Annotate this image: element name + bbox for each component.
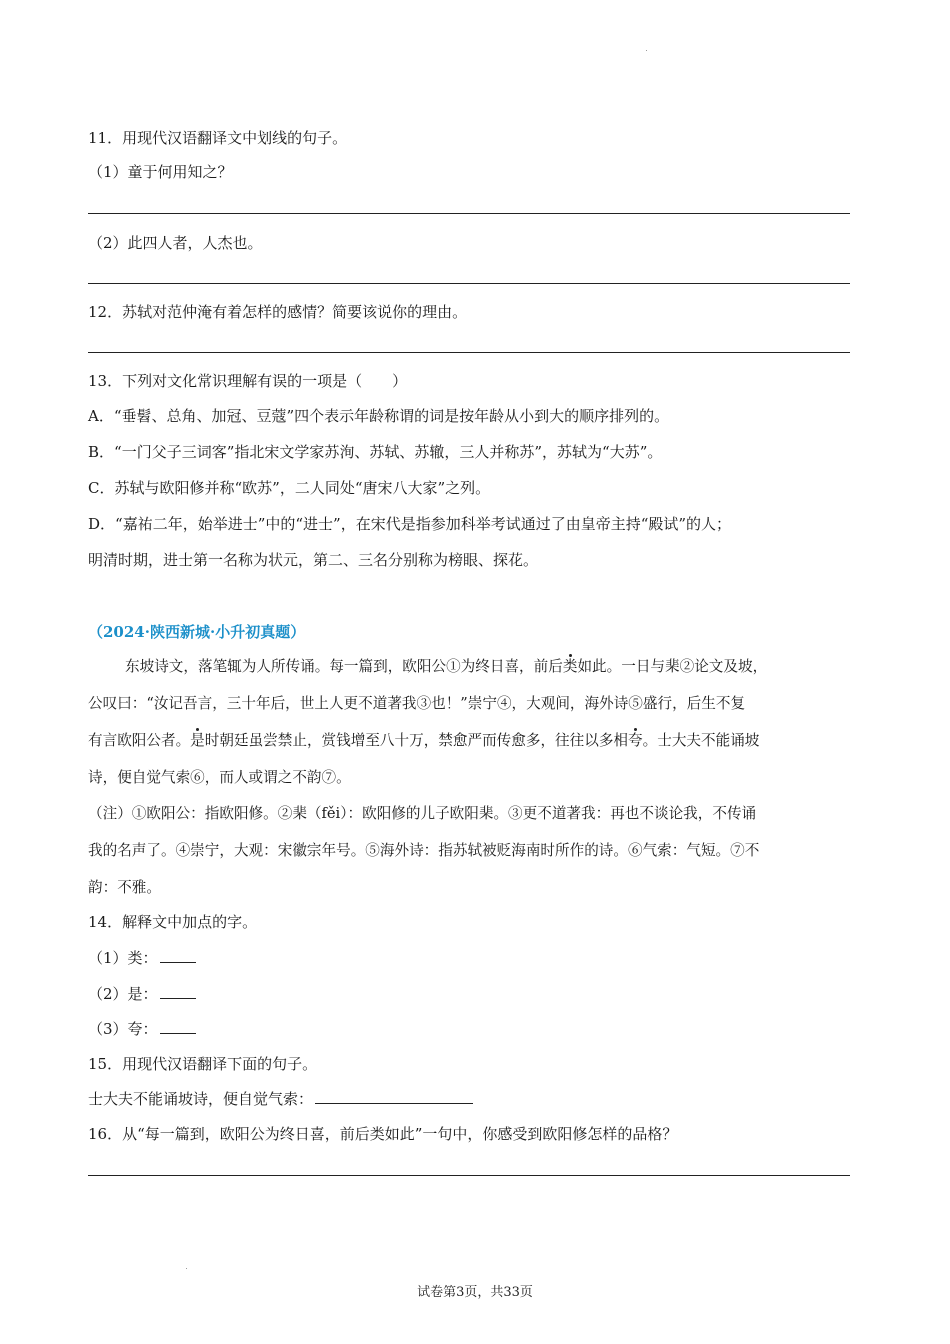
- emphasis-dot-char: 夸: [628, 732, 643, 749]
- note-line: （注）①欧阳公：指欧阳修。②棐（fěi）：欧阳修的儿子欧阳棐。③更不道著我：再也不谈论我，不传诵: [88, 805, 757, 822]
- answer-line[interactable]: [88, 213, 850, 214]
- q13-prompt: 13．下列对文化常识理解有误的一项是（ ）: [88, 372, 408, 390]
- q13-option-d[interactable]: D．“嘉祐二年，始举进士”中的“进士”，在宋代是指参加科举考试通过了由皇帝主持“殿试”的人；: [88, 515, 732, 533]
- q11-prompt: 11．用现代汉语翻译文中划线的句子。: [88, 129, 348, 147]
- passage-line: 有言欧阳公者。是时朝廷虽尝禁止，赏钱增至八十万，禁愈严而传愈多，往往以多相夸。士大夫不能诵坡: [88, 732, 760, 749]
- emphasis-dot-char: 是: [190, 732, 205, 749]
- q12-prompt: 12．苏轼对范仲淹有着怎样的感情？简要该说你的理由。: [88, 303, 468, 321]
- q16-prompt: 16．从“每一篇到，欧阳公为终日喜，前后类如此”一句中，你感受到欧阳修怎样的品格？: [88, 1125, 678, 1143]
- answer-line[interactable]: [88, 1175, 850, 1176]
- q13-option-a[interactable]: A．“垂髫、总角、加冠、豆蔻”四个表示年龄称谓的词是按年龄从小到大的顺序排列的。: [88, 407, 670, 425]
- q11-sub2: （2）此四人者，人杰也。: [88, 234, 263, 252]
- section-title: （2024·陕西新城·小升初真题）: [88, 623, 306, 641]
- answer-line[interactable]: [88, 352, 850, 353]
- q14-sub3: （3）夸：: [88, 1019, 196, 1039]
- fill-blank[interactable]: [315, 1089, 473, 1104]
- q14-sub1: （1）类：: [88, 948, 196, 968]
- passage-line: 公叹曰：“汝记吾言，三十年后，世上人更不道著我③也！”崇宁④，大观间，海外诗⑤盛行，后生不复: [88, 695, 746, 712]
- q13-option-d-cont: 明清时期，进士第一名称为状元，第二、三名分别称为榜眼、探花。: [88, 551, 539, 569]
- fill-blank[interactable]: [160, 948, 196, 963]
- note-line: 韵：不雅。: [88, 879, 161, 896]
- q14-sub2: （2）是：: [88, 984, 196, 1004]
- q13-option-b[interactable]: B．“一门父子三词客”指北宋文学家苏洵、苏轼、苏辙，三人并称苏”，苏轼为“大苏”。: [88, 443, 663, 461]
- q14-prompt: 14．解释文中加点的字。: [88, 913, 258, 931]
- fill-blank[interactable]: [160, 984, 196, 999]
- page-footer: 试卷第3页，共33页: [417, 1285, 533, 1300]
- q15-prompt: 15．用现代汉语翻译下面的句子。: [88, 1055, 318, 1073]
- fill-blank[interactable]: [160, 1019, 196, 1034]
- note-line: 我的名声了。④崇宁，大观：宋徽宗年号。⑤海外诗：指苏轼被贬海南时所作的诗。⑥气索：气短。⑦不: [88, 842, 760, 859]
- emphasis-dot-char: 类: [562, 658, 578, 675]
- q11-sub1: （1）童于何用知之？: [88, 163, 233, 181]
- q15-sentence: 士大夫不能诵坡诗，便自觉气索：: [88, 1089, 473, 1109]
- answer-line[interactable]: [88, 283, 850, 284]
- scan-dot: [646, 50, 647, 51]
- q13-option-c[interactable]: C．苏轼与欧阳修并称“欧苏”，二人同处“唐宋八大家”之列。: [88, 479, 491, 497]
- scan-dot: [186, 1268, 187, 1269]
- passage-line: 诗，便自觉气索⑥，而人或谓之不韵⑦。: [88, 769, 351, 786]
- passage-line: 东坡诗文，落笔辄为人所传诵。每一篇到，欧阳公①为终日喜，前后类如此。一日与棐②论文及坡，: [125, 658, 768, 675]
